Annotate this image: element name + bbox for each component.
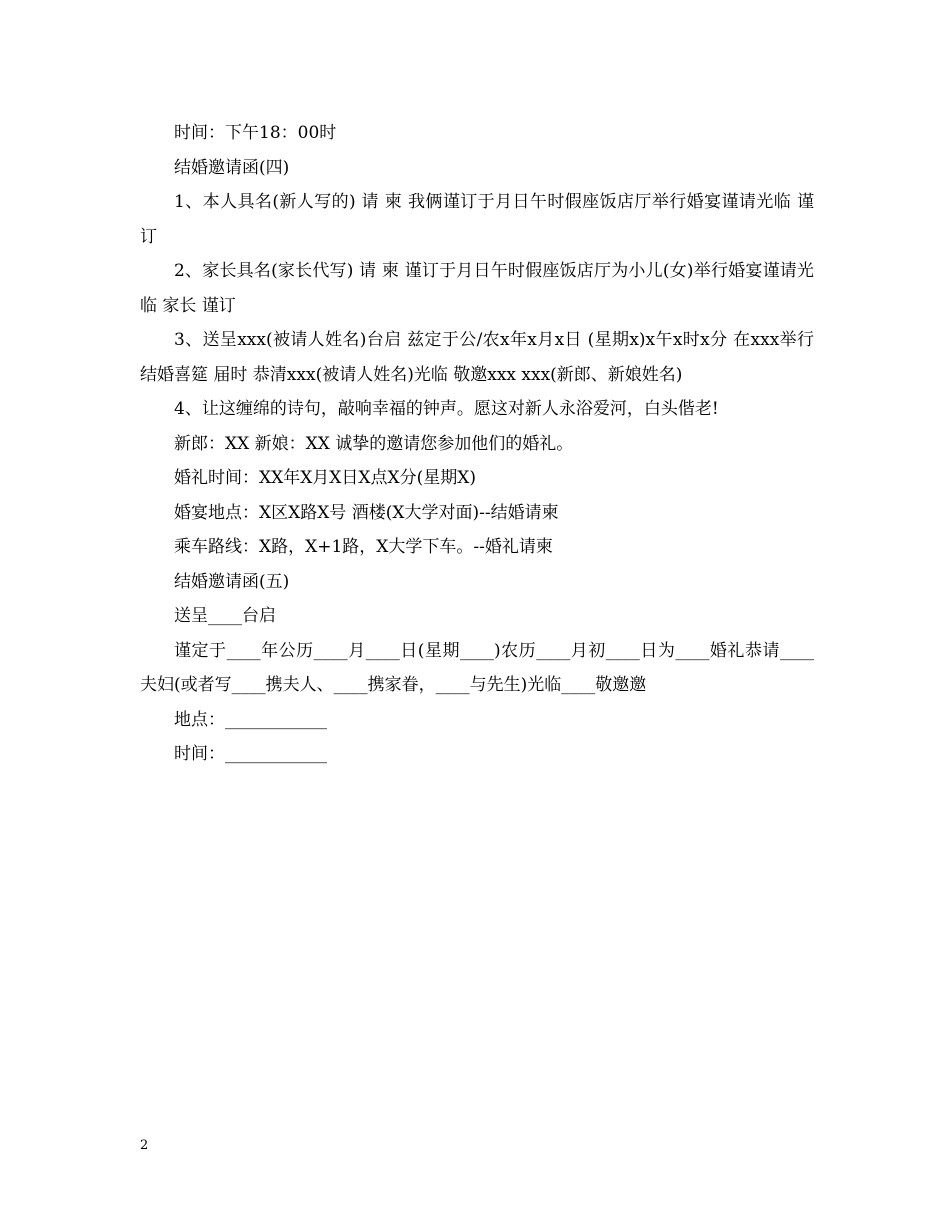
paragraph-item-3: 3、送呈xxx(被请人姓名)台启 兹定于公/农x年x月x日 (星期x)x午x时x分 在xxx举行结婚喜筵 届时 恭清xxx(被请人姓名)光临 敬邀xxx xxx(新郎、新娘姓名) [140, 330, 814, 385]
paragraph-item-4: 4、让这缠绵的诗句，敲响幸福的钟声。愿这对新人永浴爱河，白头偕老! [174, 399, 719, 419]
paragraph-recipient: 送呈____台启 [174, 606, 276, 626]
paragraph-banquet-location: 婚宴地点：X区X路X号 酒楼(X大学对面)--结婚请柬 [174, 502, 559, 523]
paragraph-item-2: 2、家长具名(家长代写) 请 柬 谨订于月日午时假座饭店厅为小儿(女)举行婚宴谨请光临 家长 谨订 [140, 261, 814, 316]
paragraph-time-blank: 时间：____________ [174, 744, 327, 764]
paragraph-item-1: 1、本人具名(新人写的) 请 柬 我俩谨订于月日午时假座饭店厅举行婚宴谨请光临 谨订 [140, 192, 814, 247]
paragraph-location-blank: 地点：____________ [174, 709, 327, 730]
paragraph-wedding-time: 婚礼时间：XX年X月X日X点X分(星期X) [174, 468, 476, 488]
paragraph-invitation-body: 谨定于____年公历____月____日(星期____)农历____月初____日为____婚礼恭请____夫妇(或者写____携夫人、____携家眷，____与先生)光临____敬邀邀 [140, 640, 814, 695]
heading-invitation-4: 结婚邀请函(四) [174, 157, 290, 178]
paragraph-time: 时间：下午18：00时 [174, 123, 337, 143]
document-body [140, 116, 814, 772]
paragraph-bus-route: 乘车路线：X路，X+1路，X大学下车。--婚礼请柬 [174, 537, 553, 557]
heading-invitation-5: 结婚邀请函(五) [174, 571, 290, 592]
paragraph-couple: 新郎：XX 新娘：XX 诚挚的邀请您参加他们的婚礼。 [174, 433, 574, 454]
page-number: 2 [140, 1138, 149, 1153]
